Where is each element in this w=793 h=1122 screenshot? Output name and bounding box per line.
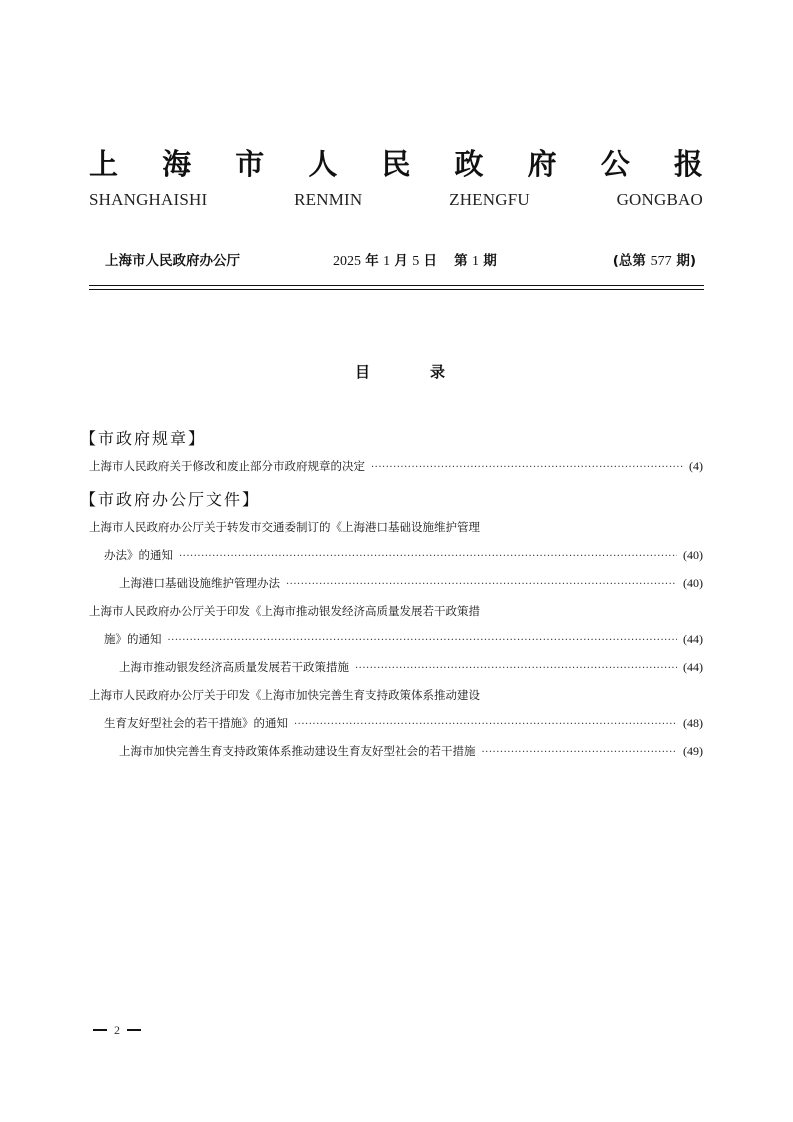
issue-prefix: 第 — [454, 253, 468, 269]
gazette-title-pinyin — [89, 189, 703, 211]
day-unit: 日 — [423, 253, 437, 269]
entry-page: (49) — [683, 744, 703, 758]
leader-dots — [355, 663, 677, 674]
issue-date — [333, 249, 497, 270]
entry-title: 上海市人民政府办公厅关于转发市交通委制订的《上海港口基础设施维护管理 — [89, 520, 480, 534]
title-char: 上 — [89, 147, 119, 181]
pinyin-word: RENMIN — [294, 190, 363, 209]
entry-page: (44) — [683, 660, 703, 674]
toc-title-char: 目 — [355, 363, 371, 381]
header-rule-thick — [89, 285, 704, 286]
entry-title: 上海市人民政府办公厅关于印发《上海市加快完善生育支持政策体系推动建设 — [89, 688, 480, 702]
title-char: 报 — [673, 147, 703, 181]
title-char: 公 — [600, 147, 630, 181]
toc-title — [355, 361, 445, 381]
toc-entry-line2[interactable] — [104, 631, 703, 647]
entry-page: (40) — [683, 548, 703, 562]
entry-title: 办法》的通知 — [104, 548, 173, 562]
total-number: 577 — [650, 254, 672, 269]
pinyin-word: GONGBAO — [616, 190, 703, 209]
issue-day: 5 — [412, 254, 420, 269]
title-char: 海 — [162, 147, 192, 181]
toc-entry-line2[interactable] — [104, 547, 703, 563]
issue-year: 2025 — [333, 254, 361, 269]
toc-entry[interactable] — [89, 458, 703, 474]
title-char: 市 — [235, 147, 265, 181]
section-heading: 【市政府办公厅文件】 — [80, 490, 261, 509]
issue-month: 1 — [383, 254, 391, 269]
entry-page: (4) — [689, 459, 703, 473]
leader-dots — [168, 635, 678, 646]
entry-title: 生育友好型社会的若干措施》的通知 — [104, 716, 288, 730]
entry-title: 上海市人民政府关于修改和废止部分市政府规章的决定 — [89, 459, 365, 473]
page-number-text: 2 — [114, 1022, 120, 1037]
leader-dots — [482, 747, 678, 758]
publisher: 上海市人民政府办公厅 — [105, 253, 240, 269]
issue-suffix: 期 — [483, 253, 497, 269]
toc-entry[interactable] — [119, 659, 703, 675]
entry-title: 施》的通知 — [104, 632, 162, 646]
issue-info — [105, 249, 700, 269]
leader-dots — [286, 579, 677, 590]
toc-entry-line1[interactable] — [89, 603, 703, 619]
entry-title: 上海市加快完善生育支持政策体系推动建设生育友好型社会的若干措施 — [119, 744, 476, 758]
total-issue — [613, 249, 696, 270]
section-heading: 【市政府规章】 — [80, 429, 207, 448]
total-suffix: 期) — [676, 253, 696, 269]
entry-title: 上海市推动银发经济高质量发展若干政策措施 — [119, 660, 349, 674]
toc-title-char: 录 — [429, 363, 445, 381]
entry-page: (40) — [683, 576, 703, 590]
title-char: 人 — [308, 147, 338, 181]
title-char: 府 — [527, 147, 557, 181]
pinyin-word: ZHENGFU — [449, 190, 530, 209]
leader-dots — [179, 551, 677, 562]
entry-title: 上海市人民政府办公厅关于印发《上海市推动银发经济高质量发展若干政策措 — [89, 604, 480, 618]
dash-right — [127, 1029, 141, 1031]
gazette-title — [89, 146, 703, 182]
leader-dots — [371, 462, 683, 473]
title-char: 政 — [454, 147, 484, 181]
header-rule-thin — [89, 289, 704, 290]
toc-entry-line2[interactable] — [104, 715, 703, 731]
title-char: 民 — [381, 147, 411, 181]
entry-page: (48) — [683, 716, 703, 730]
toc-entry[interactable] — [119, 575, 703, 591]
entry-title: 上海港口基础设施维护管理办法 — [119, 576, 280, 590]
toc-entry-line1[interactable] — [89, 687, 703, 703]
pinyin-word: SHANGHAISHI — [89, 190, 208, 209]
dash-left — [93, 1029, 107, 1031]
page-number — [93, 1022, 163, 1038]
leader-dots — [294, 719, 677, 730]
year-unit: 年 — [365, 253, 379, 269]
entry-page: (44) — [683, 632, 703, 646]
toc-entry[interactable] — [119, 743, 703, 759]
issue-number: 1 — [471, 254, 479, 269]
total-prefix: (总第 — [612, 253, 646, 269]
month-unit: 月 — [394, 253, 408, 269]
toc-entry-line1[interactable] — [89, 519, 703, 535]
